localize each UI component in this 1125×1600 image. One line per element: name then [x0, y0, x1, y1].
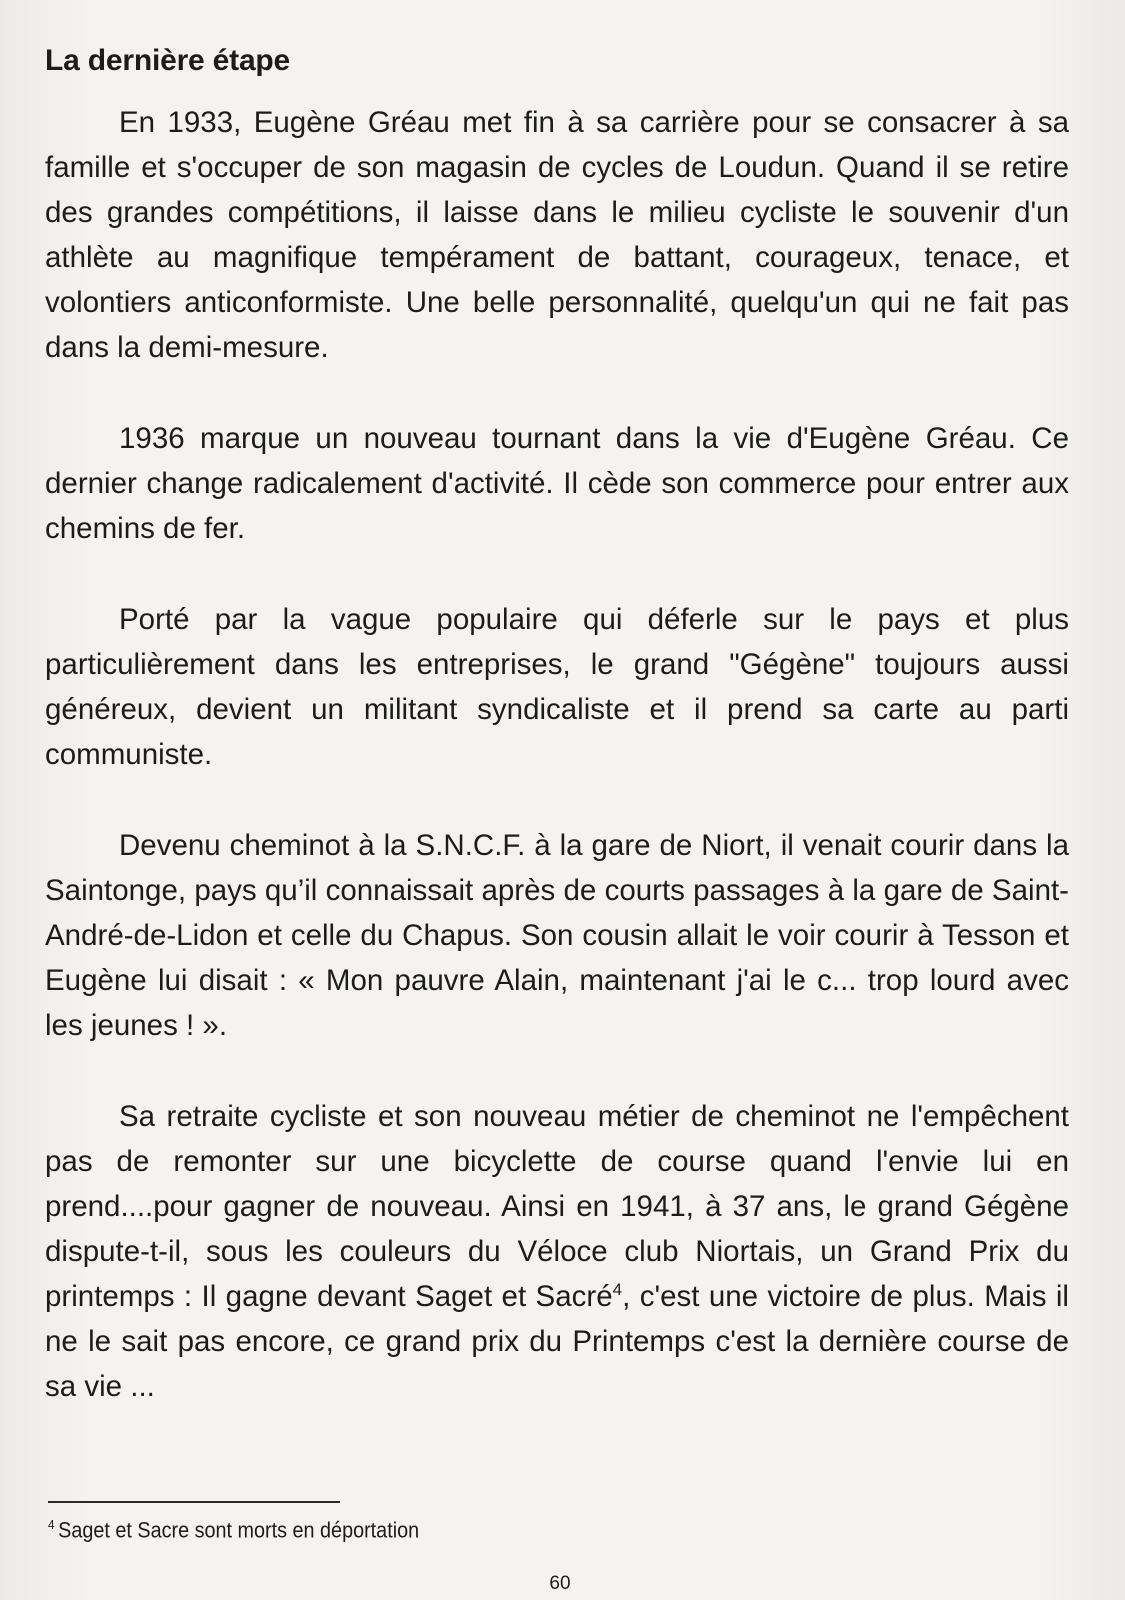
section-title: La dernière étape	[45, 44, 291, 77]
paragraph-niort: Devenu cheminot à la S.N.C.F. à la gare de Niort, il venait courir dans la Saintonge, pays qu’il connaissait après de courts passages à la gare de Saint-André-de-Lidon et celle du Chapus. Son cousin allait le voir courir à Tesson et Eugène lui disait : « Mon pauvre Alain, maintenant j'ai le c... trop lourd avec les jeunes ! ».	[45, 829, 1069, 1042]
footnote	[48, 1510, 768, 1545]
paragraph-last-race-text: Sa retraite cycliste et son nouveau métier de cheminot ne l'empêchent pas de remonter sur une bicyclette de course quand l'envie lui en prend....pour gagner de nouveau. Ainsi en 1941, à 37 ans, le grand Gégène dispute-t-il, sous les couleurs du Véloce club Niortais, un Grand Prix du printemps : Il gagne devant Saget et Sacré	[45, 1100, 1069, 1313]
page-content	[45, 40, 1069, 1455]
footnote-reference[interactable]: 4	[612, 1280, 623, 1300]
paragraph-retirement: En 1933, Eugène Gréau met fin à sa carrière pour se consacrer à sa famille et s'occuper de son magasin de cycles de Loudun. Quand il se retire des grandes compétitions, il laisse dans le milieu cycliste le souvenir d'un athlète au magnifique tempérament de battant, courageux, tenace, et volontiers anticonformiste. Une belle personnalité, quelqu'un qui ne fait pas dans la demi-mesure.	[45, 106, 1069, 364]
paragraph-last-race	[45, 1094, 1069, 1409]
footnote-text: Saget et Sacre sont morts en déportation	[58, 1517, 420, 1543]
paragraph-1936: 1936 marque un nouveau tournant dans la vie d'Eugène Gréau. Ce dernier change radicalement d'activité. Il cède son commerce pour entrer aux chemins de fer.	[45, 422, 1069, 545]
footnote-divider	[48, 1501, 340, 1503]
footnote-number: 4	[48, 1517, 55, 1532]
page-number: 60	[549, 1573, 571, 1594]
paragraph-popular-wave: Porté par la vague populaire qui déferle sur le pays et plus particulièrement dans les entreprises, le grand "Gégène" toujours aussi généreux, devient un militant syndicaliste et il prend sa carte au parti communiste.	[45, 603, 1069, 771]
paragraph-last-race-tail: , c'est une victoire de plus. Mais il ne le sait pas encore, ce grand prix du Printemps c'est la dernière course de sa vie ...	[45, 1280, 1069, 1403]
